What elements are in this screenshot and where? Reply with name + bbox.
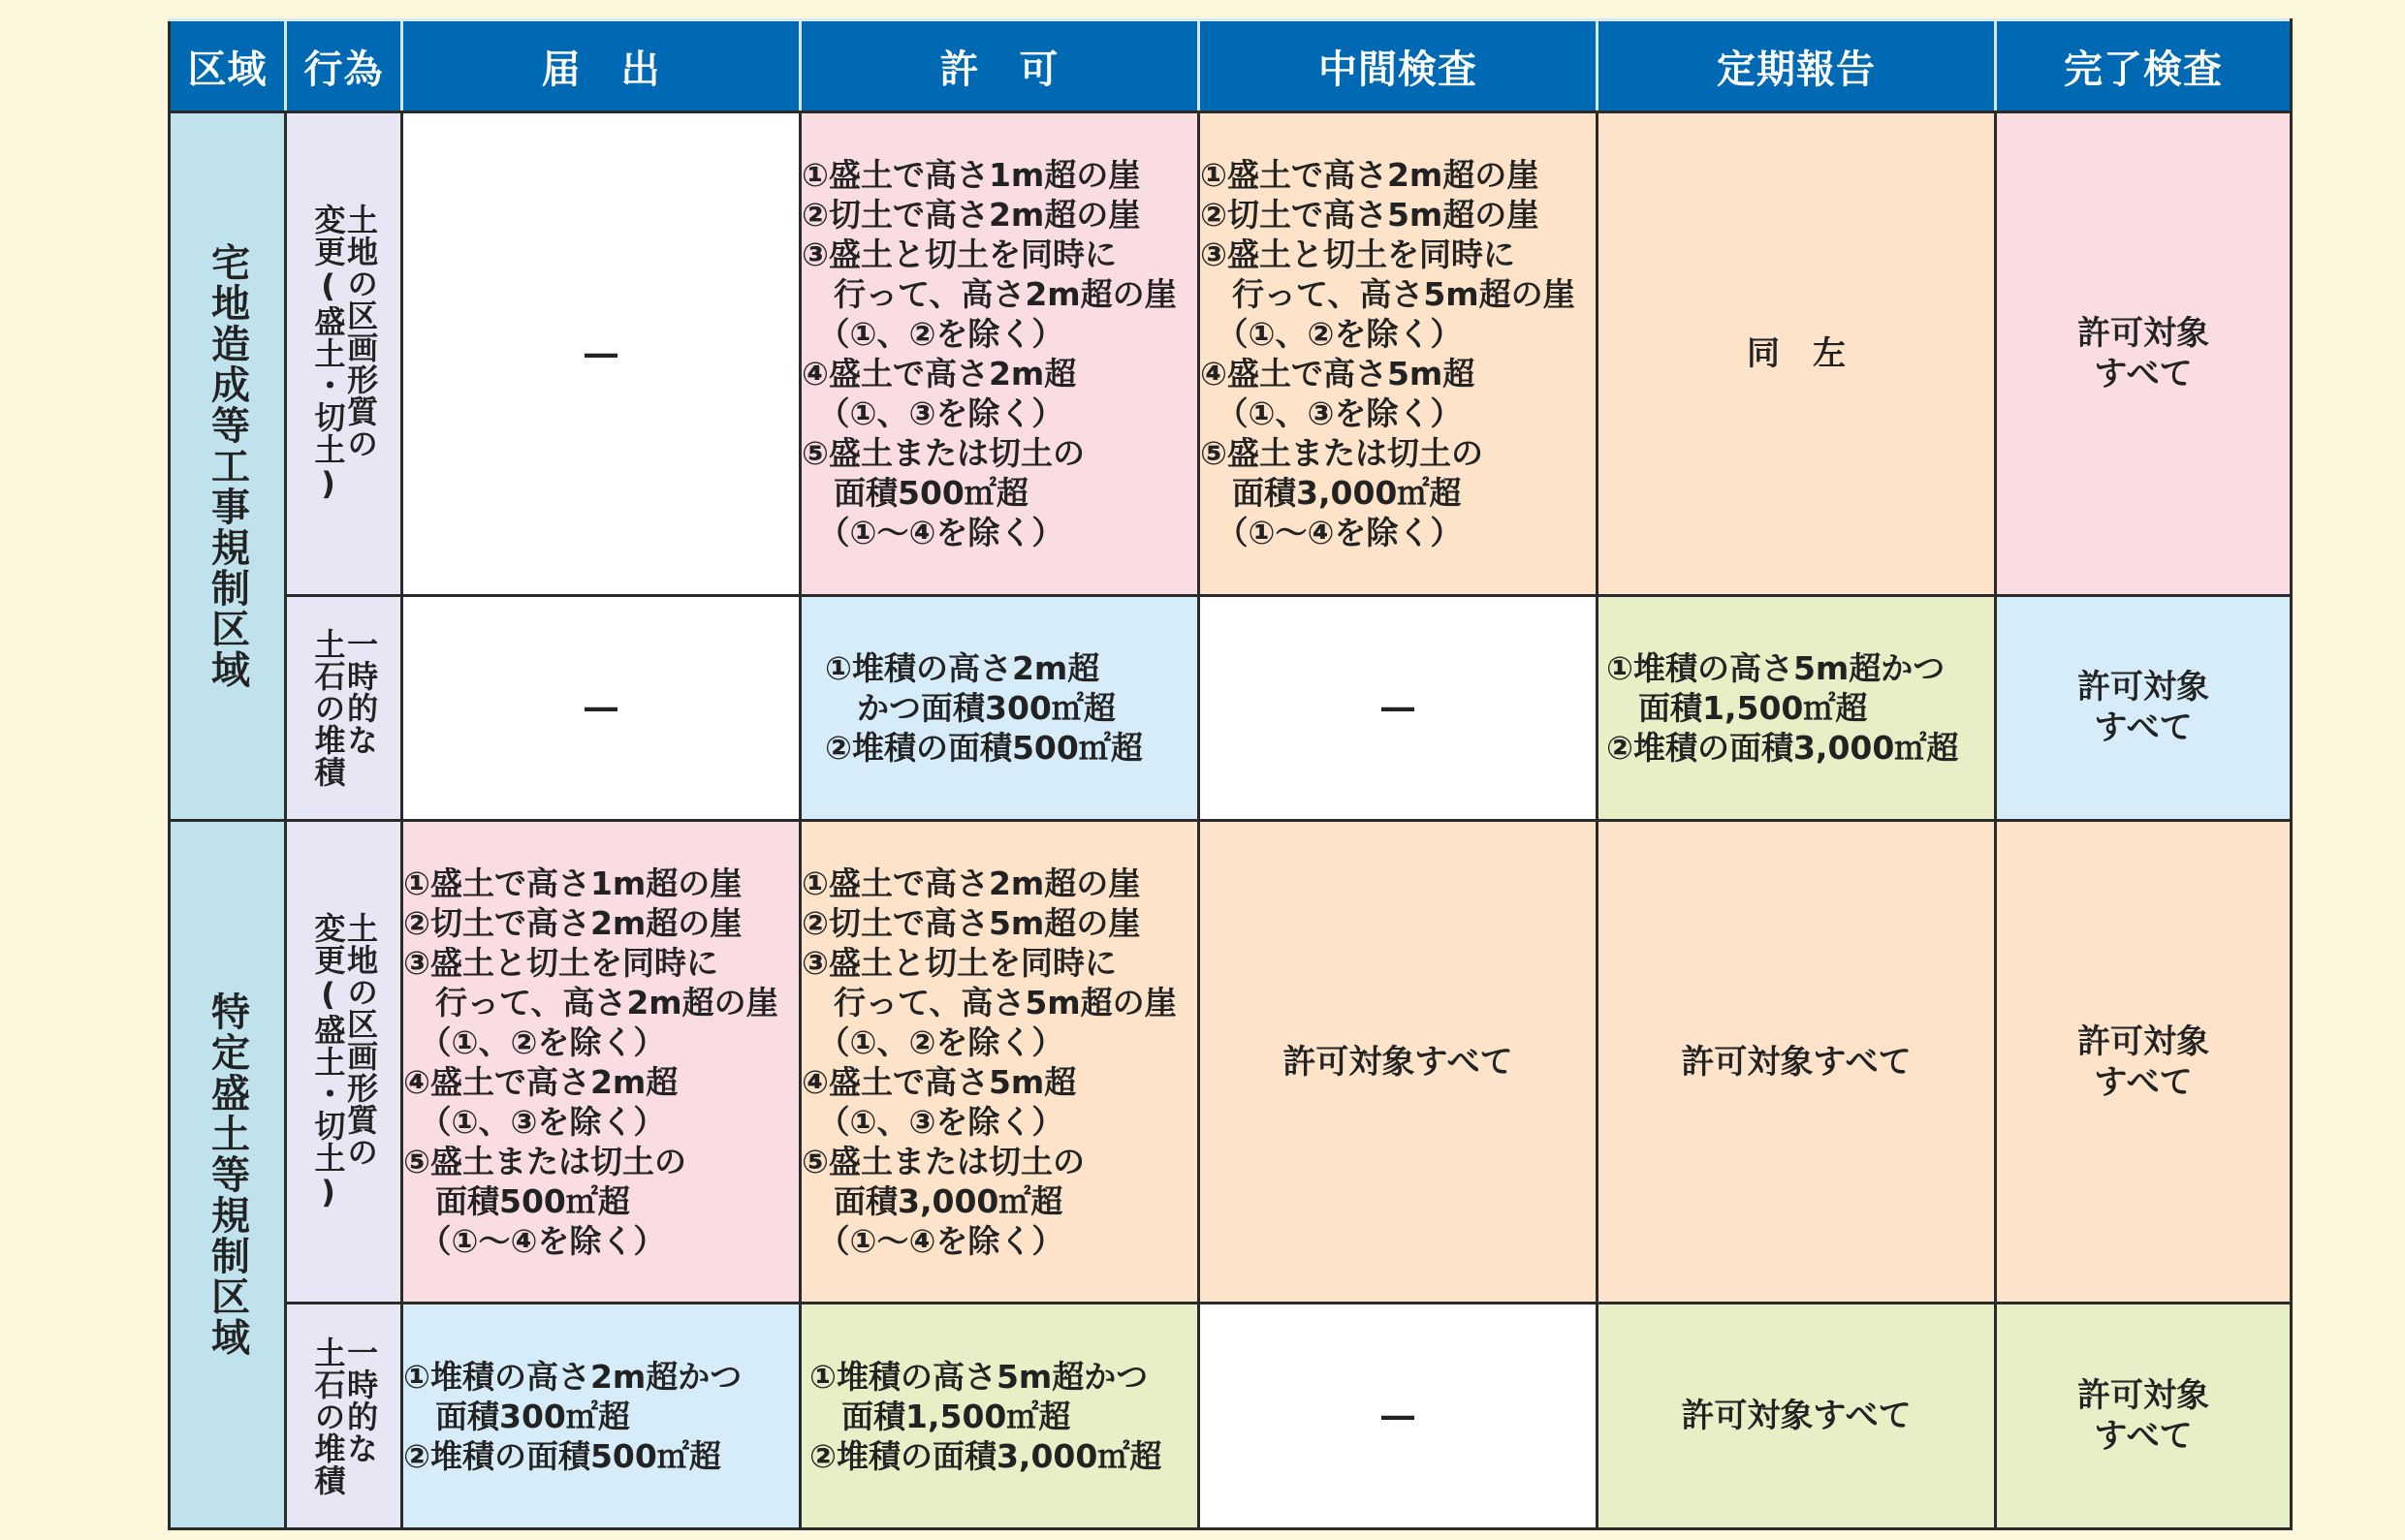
all-permitted-text: 許可対象すべて	[1681, 1397, 1912, 1436]
dash-text: ―	[585, 333, 617, 373]
act-label: 土地の区画形質の 変更(盛土・切土)	[309, 204, 380, 504]
same-left-text: 同 左	[1747, 333, 1846, 373]
table-row	[170, 821, 2292, 1304]
interim-inspection-cell	[1199, 821, 1598, 1304]
condition-line: ④盛土で高さ2m超	[802, 354, 1077, 393]
condition-line: （①、②を除く）	[403, 1022, 666, 1061]
condition-line: ①盛土で高さ1m超の崖	[802, 155, 1141, 194]
condition-line: ④盛土で高さ5m超	[802, 1062, 1077, 1101]
condition-line: （①、②を除く）	[802, 314, 1064, 353]
condition-line: （①、③を除く）	[403, 1102, 666, 1141]
zone-cell-specified	[170, 821, 286, 1529]
table-row	[170, 595, 2292, 821]
condition-line: ⑤盛土または切土の	[802, 433, 1085, 472]
zone-label: 宅地造成等工事規制区域	[205, 242, 250, 691]
notification-cell	[402, 112, 801, 595]
condition-line: （①、②を除く）	[1200, 314, 1463, 353]
header-row	[170, 20, 2292, 112]
table-row	[170, 112, 2292, 595]
all-permitted-line: すべて	[2094, 1062, 2193, 1102]
condition-line: ④盛土で高さ2m超	[403, 1062, 679, 1101]
notification-cell	[402, 1304, 801, 1529]
interim-inspection-cell	[1199, 595, 1598, 821]
condition-line: ②切土で高さ5m超の崖	[1200, 195, 1539, 234]
condition-line: ②切土で高さ5m超の崖	[802, 903, 1141, 942]
zone-label: 特定盛土等規制区域	[205, 991, 250, 1359]
condition-line: （①～④を除く）	[1200, 513, 1463, 551]
header-periodic-report: 定期報告	[1598, 20, 1996, 112]
all-permitted-line: すべて	[2094, 354, 2193, 393]
condition-line: ③盛土と切土を同時に	[802, 943, 1117, 982]
act-label: 一時的な 土石の堆積	[309, 1336, 380, 1496]
dash-text: ―	[585, 688, 617, 728]
condition-line: ①堆積の高さ2m超かつ	[403, 1357, 743, 1396]
interim-inspection-cell	[1199, 112, 1598, 595]
periodic-report-cell	[1598, 595, 1996, 821]
condition-line: ①盛土で高さ2m超の崖	[802, 864, 1141, 902]
condition-line: ①盛土で高さ1m超の崖	[403, 864, 743, 902]
completion-inspection-cell	[1996, 595, 2292, 821]
condition-line: 面積300㎡超	[403, 1397, 630, 1435]
header-completion-inspection: 完了検査	[1996, 20, 2292, 112]
condition-line: ⑤盛土または切土の	[1200, 433, 1483, 472]
condition-line: ③盛土と切土を同時に	[403, 943, 718, 982]
condition-line: ①堆積の高さ2m超	[825, 648, 1100, 687]
condition-line: ②堆積の面積3,000㎡超	[1606, 728, 1959, 767]
completion-inspection-cell	[1996, 821, 2292, 1304]
condition-line: ①盛土で高さ2m超の崖	[1200, 155, 1539, 194]
condition-line: 行って、高さ2m超の崖	[802, 274, 1177, 313]
table-row	[170, 1304, 2292, 1529]
condition-line: ①堆積の高さ5m超かつ	[809, 1357, 1149, 1396]
condition-line: 行って、高さ2m超の崖	[403, 983, 778, 1021]
header-zone: 区域	[170, 20, 286, 112]
act-cell	[286, 595, 402, 821]
condition-line: ②切土で高さ2m超の崖	[802, 195, 1141, 234]
condition-line: ③盛土と切土を同時に	[1200, 235, 1515, 273]
header-notification: 届 出	[402, 20, 801, 112]
act-label: 一時的な 土石の堆積	[309, 627, 380, 788]
condition-line: 面積3,000㎡超	[1200, 473, 1462, 512]
condition-line: （①、③を除く）	[802, 393, 1064, 432]
condition-line: ②堆積の面積500㎡超	[825, 728, 1143, 767]
condition-line: （①、③を除く）	[802, 1102, 1064, 1141]
all-permitted-line: 許可対象	[2077, 1376, 2209, 1416]
periodic-report-cell	[1598, 821, 1996, 1304]
all-permitted-line: 許可対象	[2077, 1021, 2209, 1061]
condition-line: 面積1,500㎡超	[809, 1397, 1071, 1435]
permit-cell	[801, 595, 1199, 821]
act-cell	[286, 112, 402, 595]
condition-line: ⑤盛土または切土の	[802, 1142, 1085, 1180]
condition-line: 面積1,500㎡超	[1606, 688, 1868, 727]
condition-line: ⑤盛土または切土の	[403, 1142, 686, 1180]
act-cell	[286, 1304, 402, 1529]
completion-inspection-cell	[1996, 112, 2292, 595]
condition-line: （①～④を除く）	[802, 1221, 1064, 1260]
condition-line: （①、③を除く）	[1200, 393, 1463, 432]
notification-cell	[402, 821, 801, 1304]
condition-line: ②堆積の面積500㎡超	[403, 1436, 721, 1475]
permit-cell	[801, 112, 1199, 595]
condition-line: （①～④を除く）	[802, 513, 1064, 551]
condition-line: ②堆積の面積3,000㎡超	[809, 1436, 1162, 1475]
permit-cell	[801, 821, 1199, 1304]
all-permitted-line: 許可対象	[2077, 668, 2209, 707]
notification-cell	[402, 595, 801, 821]
header-act: 行為	[286, 20, 402, 112]
permit-cell	[801, 1304, 1199, 1529]
all-permitted-line: 許可対象	[2077, 313, 2209, 353]
regulation-table	[168, 18, 2293, 1530]
condition-line: かつ面積300㎡超	[825, 688, 1116, 727]
completion-inspection-cell	[1996, 1304, 2292, 1529]
header-interim-inspection: 中間検査	[1199, 20, 1598, 112]
condition-line: 面積3,000㎡超	[802, 1181, 1063, 1220]
condition-line: ③盛土と切土を同時に	[802, 235, 1117, 273]
periodic-report-cell	[1598, 1304, 1996, 1529]
zone-cell-residential	[170, 112, 286, 821]
act-cell	[286, 821, 402, 1304]
all-permitted-text: 許可対象すべて	[1681, 1042, 1912, 1082]
condition-line: 面積500㎡超	[802, 473, 1028, 512]
condition-line: （①、②を除く）	[802, 1022, 1064, 1061]
dash-text: ―	[1381, 1397, 1414, 1436]
periodic-report-cell	[1598, 112, 1996, 595]
condition-line: 面積500㎡超	[403, 1181, 630, 1220]
condition-line: ①堆積の高さ5m超かつ	[1606, 648, 1946, 687]
header-permit: 許 可	[801, 20, 1199, 112]
dash-text: ―	[1381, 688, 1414, 728]
condition-line: 行って、高さ5m超の崖	[802, 983, 1177, 1021]
condition-line: 行って、高さ5m超の崖	[1200, 274, 1575, 313]
all-permitted-text: 許可対象すべて	[1282, 1042, 1513, 1082]
condition-line: ②切土で高さ2m超の崖	[403, 903, 743, 942]
act-label: 土地の区画形質の 変更(盛土・切土)	[309, 912, 380, 1212]
condition-line: ④盛土で高さ5m超	[1200, 354, 1475, 393]
condition-line: （①～④を除く）	[403, 1221, 666, 1260]
all-permitted-line: すべて	[2094, 1417, 2193, 1457]
all-permitted-line: すべて	[2094, 708, 2193, 748]
interim-inspection-cell	[1199, 1304, 1598, 1529]
